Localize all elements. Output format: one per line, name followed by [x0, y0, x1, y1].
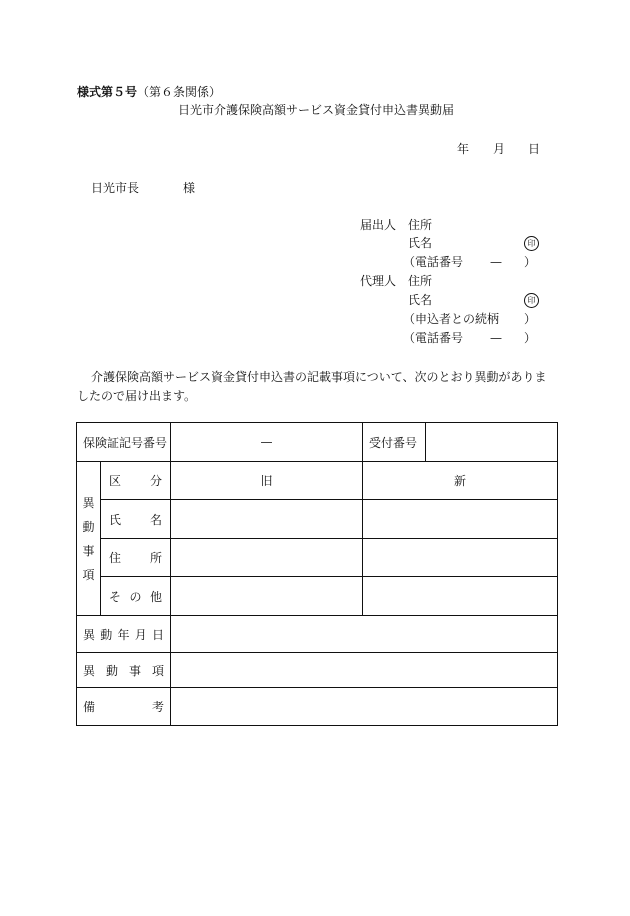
- seal-icon: 印: [524, 293, 539, 308]
- remarks-row: [77, 688, 558, 726]
- other-row: [77, 577, 558, 616]
- agent-phone-open: （電話番号: [403, 331, 464, 345]
- addressee-name: 日光市長: [91, 181, 140, 195]
- address-label: [101, 539, 171, 577]
- body-text-line1: 介護保険高額サービス資金貸付申込書の記載事項について、次のとおり異動がありま: [91, 370, 547, 384]
- change-items-row: [77, 653, 558, 688]
- vertical-char: 事: [82, 543, 95, 558]
- change-items-field[interactable]: [171, 653, 558, 688]
- label-char: の: [129, 589, 142, 604]
- category-label: [101, 462, 171, 500]
- label-char: 備: [83, 700, 96, 714]
- label-char: 年: [117, 627, 130, 642]
- old-other-field[interactable]: [171, 577, 363, 616]
- change-date-label: [77, 616, 171, 653]
- date-month: 月: [493, 142, 506, 156]
- change-form-table: [76, 422, 558, 726]
- document-title: 日光市介護保険高額サービス資金貸付申込書異動届: [178, 103, 455, 117]
- notifier-address-label: 住所: [408, 218, 433, 232]
- label-char: 区: [109, 474, 122, 488]
- label-char: 異: [83, 663, 96, 678]
- seal-icon: 印: [524, 236, 539, 251]
- vertical-char: 項: [82, 567, 95, 582]
- agent-address-label: 住所: [408, 274, 433, 288]
- label-char: 動: [106, 663, 119, 678]
- new-header: 新: [363, 462, 558, 500]
- agent-role: 代理人: [360, 274, 397, 288]
- label-char: 氏: [109, 512, 122, 527]
- label-char: 月: [134, 627, 147, 642]
- insurance-no-field[interactable]: [171, 423, 363, 462]
- insurance-row: [77, 423, 558, 462]
- label-char: 事: [129, 663, 142, 678]
- label-char: 考: [152, 700, 165, 714]
- agent-relation-close: ）: [524, 312, 537, 326]
- change-date-field[interactable]: [171, 616, 558, 653]
- form-relation: （第６条関係）: [137, 85, 222, 99]
- vertical-char: 動: [82, 519, 95, 534]
- name-row: [77, 500, 558, 539]
- notifier-phone-dash: —: [490, 255, 502, 269]
- form-number: 様式第５号: [77, 85, 138, 99]
- receipt-no-field[interactable]: [426, 423, 558, 462]
- label-char: 動: [100, 627, 113, 642]
- notifier-phone-open: （電話番号: [403, 255, 464, 269]
- change-date-row: [77, 616, 558, 653]
- vertical-char: 異: [82, 495, 95, 510]
- agent-phone-close: ）: [524, 331, 537, 345]
- label-char: 異: [83, 627, 96, 642]
- form-heading: [77, 85, 221, 99]
- date-year: 年: [457, 142, 470, 156]
- notifier-role: 届出人: [360, 218, 397, 232]
- notifier-name-label: 氏名: [408, 236, 433, 250]
- agent-seal: [524, 292, 539, 308]
- label-char: 項: [152, 663, 165, 678]
- agent-phone-dash: —: [490, 331, 502, 345]
- new-name-field[interactable]: [363, 500, 558, 539]
- notifier-seal: [524, 235, 539, 251]
- label-char: 日: [152, 627, 165, 642]
- agent-relation-open: （申込者との続柄: [403, 312, 500, 326]
- category-row: [77, 462, 558, 500]
- address-row: [77, 539, 558, 577]
- old-header: 旧: [171, 462, 363, 500]
- old-address-field[interactable]: [171, 539, 363, 577]
- notifier-phone-close: ）: [524, 255, 537, 269]
- other-label: [101, 577, 171, 616]
- label-char: 名: [150, 512, 163, 527]
- change-items-label: [77, 653, 171, 688]
- receipt-no-label: 受付番号: [363, 423, 426, 462]
- label-char: 分: [150, 474, 163, 488]
- name-label: [101, 500, 171, 539]
- new-other-field[interactable]: [363, 577, 558, 616]
- label-char: 他: [150, 589, 163, 604]
- addressee-honorific: 様: [183, 181, 196, 195]
- insurance-no-label: 保険証記号番号: [77, 423, 171, 462]
- label-char: そ: [109, 589, 122, 604]
- body-text-line2: したので届け出ます。: [77, 389, 197, 403]
- agent-name-label: 氏名: [408, 293, 433, 307]
- insurance-no-dash: —: [260, 435, 273, 449]
- label-char: 住: [109, 551, 122, 565]
- old-name-field[interactable]: [171, 500, 363, 539]
- new-address-field[interactable]: [363, 539, 558, 577]
- remarks-label: [77, 688, 171, 726]
- remarks-field[interactable]: [171, 688, 558, 726]
- label-char: 所: [150, 551, 163, 565]
- change-items-vertical: [77, 462, 101, 616]
- date-day: 日: [528, 142, 541, 156]
